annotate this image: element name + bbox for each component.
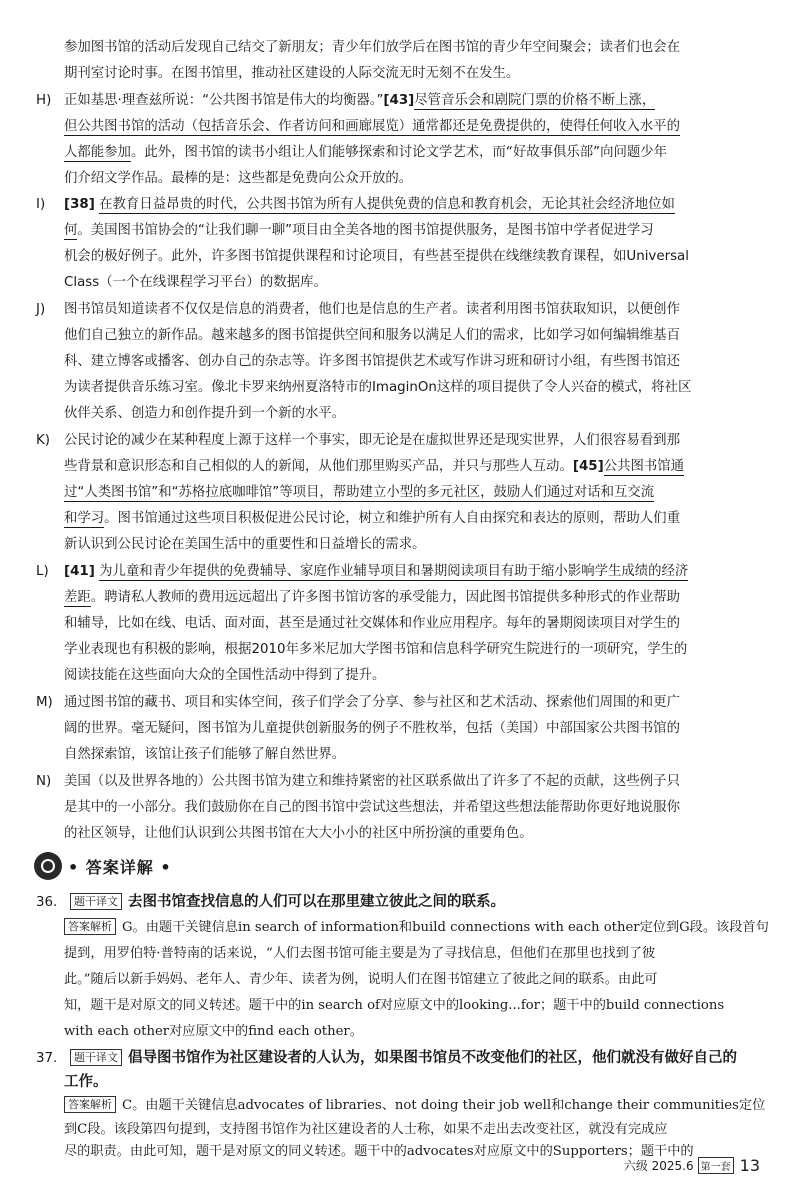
paragraph-line: 学业表现也有积极的影响，根据2010年多米尼加大学图书馆和信息科学研究生院进行的一项研究，学生的 bbox=[64, 642, 688, 657]
paragraph-label: K) bbox=[36, 433, 51, 448]
text: 正如基思·理查兹所说：“公共图书馆是伟大的均衡器。” bbox=[64, 93, 384, 108]
section-title: • 答案详解 • bbox=[68, 857, 172, 877]
text: 。美国图书馆协会的“让我们聊一聊”项目由全美各地的图书馆提供服务，是图书馆中学者促进学习 bbox=[77, 223, 654, 238]
question-stem: 倡导图书馆作为社区建设者的人认为，如果图书馆员不改变他们的社区，他们就没有做好自己的 bbox=[128, 1050, 737, 1066]
paragraph-line: 期刊室讨论时事。在图书馆里，推动社区建设的人际交流无时无刻不在发生。 bbox=[64, 66, 520, 81]
paragraph-line: 机会的极好例子。此外，许多图书馆提供课程和讨论项目，有些甚至提供在线继续教育课程，如Universal bbox=[64, 249, 689, 264]
paragraph-line: 伙伴关系、创造力和创作提升到一个新的水平。 bbox=[64, 406, 346, 421]
text: 公民讨论的减少在某种程度上源于这样一个事实，即无论是在虚拟世界还是现实世界，人们很容易看到那 bbox=[64, 433, 680, 448]
paragraph-line: 新认识到公民讨论在美国生活中的重要性和日益增长的需求。 bbox=[64, 537, 426, 552]
analysis-tag: 答案解析 bbox=[64, 918, 116, 935]
paragraph-line: 的社区领导，让他们认识到公共图书馆在大大小小的社区中所扮演的重要角色。 bbox=[64, 826, 533, 841]
paragraph-line bbox=[64, 507, 760, 531]
answer-line: 知，题干是对原文的同义转述。题干中的in search of对应原文中的looking...for；题干中的build connections bbox=[64, 998, 725, 1013]
location-pin-icon bbox=[34, 852, 62, 880]
text: 图书馆员知道读者不仅仅是信息的消费者，他们也是信息的生产者。读者利用图书馆获取知识，以便创作 bbox=[64, 302, 680, 317]
answer-line: 提到，用罗伯特·普特南的话来说，“人们去图书馆可能主要是为了寻找信息，但他们在那里也找到了彼 bbox=[64, 946, 656, 961]
question-36 bbox=[36, 890, 760, 914]
question-number: [43] bbox=[383, 93, 415, 108]
answer-line bbox=[64, 1094, 766, 1118]
paragraph-line: 和辅导，比如在线、电话、面对面，甚至是通过社交媒体和作业应用程序。每年的暑期阅读项目对学生的 bbox=[64, 616, 680, 631]
paragraph-label: L) bbox=[36, 564, 49, 579]
paragraph-line bbox=[64, 115, 760, 139]
paragraph-label: H) bbox=[36, 93, 52, 108]
text: 工作。 bbox=[64, 1074, 108, 1090]
underlined-text: 但公共图书馆的活动（包括音乐会、作者访问和画廊展览）通常都还是免费提供的，使得任何收入水平的 bbox=[64, 119, 680, 134]
text: C。由题干关键信息advocates of libraries、not doing their job well和change their communities定位 bbox=[122, 1098, 766, 1113]
analysis-tag: 答案解析 bbox=[64, 1096, 116, 1113]
issue-label: 六级 2025.6 bbox=[623, 1159, 694, 1173]
paragraph-m bbox=[36, 691, 760, 715]
question-number: 36. bbox=[36, 895, 58, 910]
volume-label: 第一套 bbox=[698, 1157, 734, 1174]
question-number: [38] bbox=[64, 197, 95, 212]
underlined-text: 差距 bbox=[64, 590, 91, 605]
paragraph-n bbox=[36, 770, 760, 794]
underlined-text: 何 bbox=[64, 223, 78, 238]
question-stem: 去图书馆查找信息的人们可以在那里建立彼此之间的联系。 bbox=[128, 894, 505, 910]
paragraph-line: 阔的世界。毫无疑问，图书馆为儿童提供创新服务的例子不胜枚举，包括（美国）中部国家公共图书馆的 bbox=[64, 721, 680, 736]
question-number: 37. bbox=[36, 1051, 58, 1066]
paragraph-line: Class（一个在线课程学习平台）的数据库。 bbox=[64, 275, 327, 290]
underlined-text: 和学习 bbox=[64, 511, 105, 526]
question-stem-line bbox=[64, 1070, 760, 1094]
underlined-text: 尽管音乐会和剧院门票的价格不断上涨， bbox=[414, 93, 656, 108]
paragraph-line bbox=[64, 586, 760, 610]
paragraph-label: N) bbox=[36, 774, 52, 789]
underlined-text: 为儿童和青少年提供的免费辅导、家庭作业辅导项目和暑期阅读项目有助于缩小影响学生成绩的经济 bbox=[99, 564, 689, 579]
paragraph-line bbox=[64, 455, 760, 479]
paragraph-h bbox=[36, 89, 760, 113]
paragraph-k bbox=[36, 429, 760, 453]
paragraph-j bbox=[36, 298, 760, 322]
text: 美国（以及世界各地的）公共图书馆为建立和维持紧密的社区联系做出了许多了不起的贡献，这些例子只 bbox=[64, 774, 680, 789]
text: G。由题干关键信息in search of information和build connections with each other定位到G段。该段首句 bbox=[122, 920, 769, 935]
answer-line: 到C段。该段第四句提到，支持图书馆作为社区建设者的人士称，如果不走出去改变社区，就没有完成应 bbox=[64, 1122, 668, 1137]
text: 。此外，图书馆的读书小组让人们能够探索和讨论文学艺术，而“好故事俱乐部”向问题少年 bbox=[130, 145, 668, 160]
paragraph-label: J) bbox=[36, 302, 46, 317]
paragraph-label: M) bbox=[36, 695, 53, 710]
translation-tag: 题干译文 bbox=[70, 1049, 122, 1066]
question-37 bbox=[36, 1046, 760, 1070]
translation-tag: 题干译文 bbox=[70, 893, 122, 910]
paragraph-line: 是其中的一小部分。我们鼓励你在自己的图书馆中尝试这些想法，并希望这些想法能帮助你更好地说服你 bbox=[64, 800, 680, 815]
question-number: [45] bbox=[572, 459, 604, 474]
paragraph-i bbox=[36, 193, 760, 217]
text: 通过图书馆的藏书、项目和实体空间，孩子们学会了分享、参与社区和艺术活动、探索他们周围的和更广 bbox=[64, 695, 680, 710]
paragraph-line: 们介绍文学作品。最棒的是：这些都是免费向公众开放的。 bbox=[64, 171, 413, 186]
answer-line: with each other对应原文中的find each other。 bbox=[64, 1024, 363, 1039]
answer-section-header bbox=[34, 850, 172, 882]
paragraph-label: I) bbox=[36, 197, 46, 212]
paragraph-line: 参加图书馆的活动后发现自己结交了新朋友；青少年们放学后在图书馆的青少年空间聚会；读者们也会在 bbox=[64, 40, 680, 55]
page-number: 13 bbox=[739, 1156, 760, 1175]
paragraph-line bbox=[64, 219, 760, 243]
answer-line: 尽的职责。由此可知，题干是对原文的同义转述。题干中的advocates对应原文中的Supporters；题干中的 bbox=[64, 1144, 694, 1159]
answer-line: 此。”随后以新手妈妈、老年人、青少年、读者为例，说明人们在图书馆建立了彼此之间的联系。由此可 bbox=[64, 972, 658, 987]
page-footer bbox=[624, 1156, 760, 1175]
underlined-text: 公共图书馆通 bbox=[603, 459, 685, 474]
text: 。聘请私人教师的费用远远超出了许多图书馆访客的承受能力，因此图书馆提供多种形式的作业帮助 bbox=[90, 590, 680, 605]
underlined-text: 在教育日益昂贵的时代，公共图书馆为所有人提供免费的信息和教育机会，无论其社会经济地位如 bbox=[99, 197, 675, 212]
paragraph-line: 科、建立博客或播客、创办自己的杂志等。许多图书馆提供艺术或写作讲习班和研讨小组，有些图书馆还 bbox=[64, 354, 680, 369]
underlined-text: 过“人类图书馆”和“苏格拉底咖啡馆”等项目，帮助建立小型的多元社区，鼓励人们通过对话和互交流 bbox=[64, 485, 655, 500]
paragraph-line: 自然探索馆，该馆让孩子们能够了解自然世界。 bbox=[64, 747, 346, 762]
underlined-text: 人都能参加 bbox=[64, 145, 131, 160]
paragraph-line bbox=[64, 481, 760, 505]
paragraph-line: 他们自己独立的新作品。越来越多的图书馆提供空间和服务以满足人们的需求，比如学习如何编辑维基百 bbox=[64, 328, 680, 343]
text: 些背景和意识形态和自己相似的人的新闻，从他们那里购买产品，并只与那些人互动。 bbox=[64, 459, 573, 474]
paragraph-line bbox=[64, 141, 760, 165]
paragraph-l bbox=[36, 560, 760, 584]
paragraph-line: 为读者提供音乐练习室。像北卡罗来纳州夏洛特市的ImaginOn这样的项目提供了令人兴奋的模式，将社区 bbox=[64, 380, 692, 395]
answer-line bbox=[64, 916, 769, 940]
question-number: [41] bbox=[64, 564, 95, 579]
text: 。图书馆通过这些项目积极促进公民讨论，树立和维护所有人自由探究和表达的原则，帮助人们重 bbox=[104, 511, 680, 526]
paragraph-line: 阅读技能在这些面向大众的全国性活动中得到了提升。 bbox=[64, 668, 386, 683]
